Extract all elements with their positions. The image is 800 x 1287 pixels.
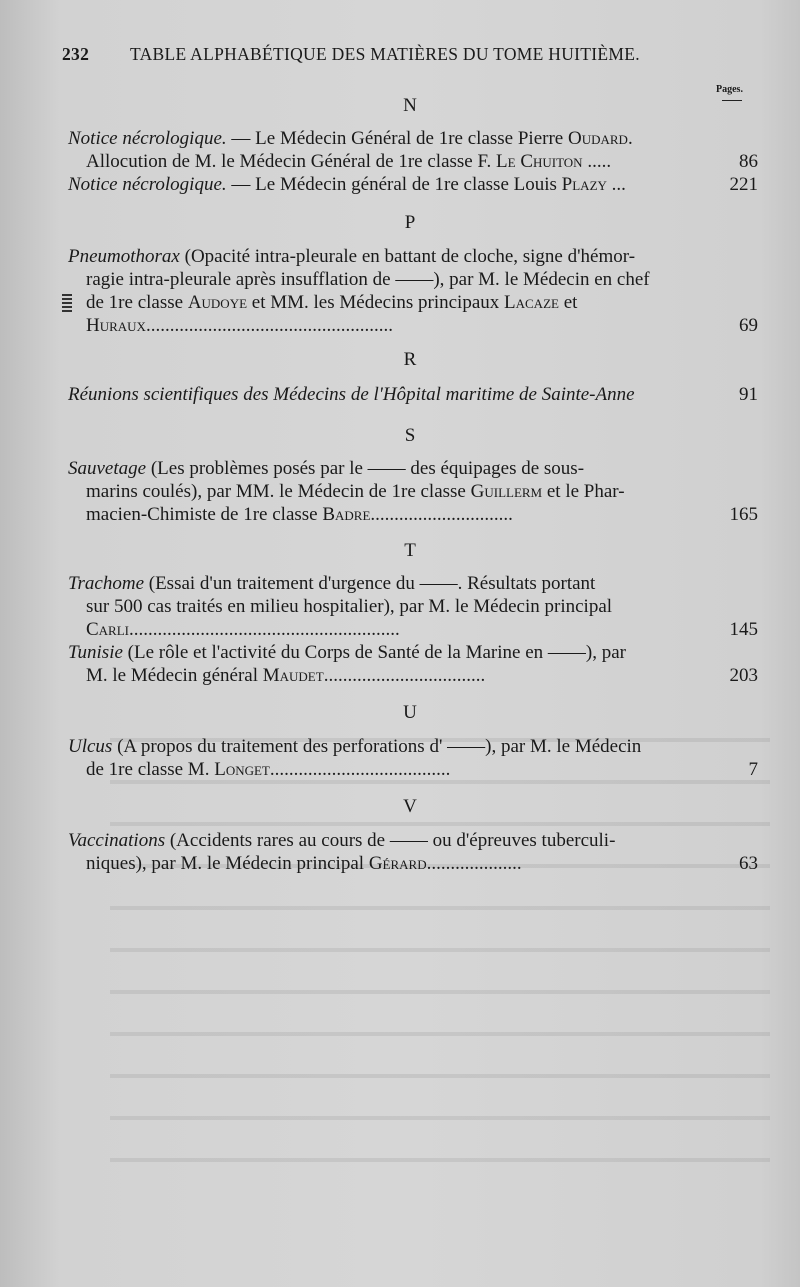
- entry-sauvetage: Sauvetage (Les problèmes posés par le —— des équipages de sous- marins coulés), par MM. le Médecin de 1re classe Guillerm et le Phar- macien-Chimiste de 1re classe Badre.............................. 165: [68, 458, 758, 525]
- entry-pneumothorax: Pneumothorax (Opacité intra-pleurale en battant de cloche, signe d'hémor- ragie intra-pleurale après insufflation de ——), par M. le Médecin en chef de 1re classe Audoye et MM. les Médecins principaux Lacaze et Huraux.................................................... 69: [68, 246, 758, 336]
- entry-ulcus: Ulcus (A propos du traitement des perforations d' ——), par M. le Médecin de 1re classe M. Longet...................................... 7: [68, 736, 758, 780]
- entry-notice-plazy: Notice nécrologique. — Le Médecin général de 1re classe Louis Plazy ... 221: [68, 174, 758, 195]
- page-ref: 165: [729, 504, 758, 525]
- page-ref: 221: [729, 174, 758, 195]
- page-ref: 69: [739, 315, 758, 336]
- entry-trachome: Trachome (Essai d'un traitement d'urgence du ——. Résultats portant sur 500 cas traités en milieu hospitalier), par M. le Médecin principal Carli......................................................... 145: [68, 573, 758, 640]
- entry-topic: Notice nécrologique.: [68, 128, 227, 149]
- page-ref: 86: [739, 151, 758, 172]
- entry-topic: Vaccinations: [68, 830, 166, 851]
- entry-reunions: [68, 383, 758, 406]
- page-ref: 7: [748, 759, 758, 780]
- section-letter-p: P: [404, 212, 416, 233]
- entry-topic: Notice nécrologique.: [68, 174, 227, 195]
- entry-vaccinations: Vaccinations (Accidents rares au cours de —— ou d'épreuves tuberculi- niques), par M. le Médecin principal Gérard.................... 63: [68, 830, 758, 874]
- entry-topic: Tunisie: [68, 642, 123, 663]
- entry-topic: Sauvetage: [68, 458, 147, 479]
- entry-tunisie: Tunisie (Le rôle et l'activité du Corps de Santé de la Marine en ——), par M. le Médecin général Maudet.................................. 203: [68, 642, 758, 686]
- section-letter-n: N: [403, 95, 417, 116]
- entry-topic: Ulcus: [68, 736, 113, 757]
- pages-column-rule: [722, 100, 742, 101]
- entry-topic: Pneumothorax: [68, 246, 180, 267]
- entry-topic: Réunions scientifiques des Médecins de l'Hôpital maritime de Sainte-Anne: [68, 384, 635, 405]
- pages-column-label: Pages.: [716, 84, 743, 95]
- section-letter-s: S: [404, 425, 416, 446]
- section-letter-u: U: [403, 702, 417, 723]
- section-letter-v: V: [403, 796, 417, 817]
- entry-notice-oudard: Notice nécrologique. — Le Médecin Général de 1re classe Pierre Oudard. Allocution de M. le Médecin Général de 1re classe F. Le Chuiton ..... 86: [68, 128, 758, 172]
- page-ref: 91: [739, 384, 758, 405]
- section-letter-r: R: [403, 349, 417, 370]
- page-number: 232: [62, 44, 90, 64]
- entry-topic: Trachome: [68, 573, 144, 594]
- running-title: TABLE ALPHABÉTIQUE DES MATIÈRES DU TOME HUITIÈME.: [130, 44, 640, 64]
- section-letter-t: T: [404, 540, 416, 561]
- page-ref: 145: [729, 619, 758, 640]
- page-ref: 63: [739, 853, 758, 874]
- page-ref: 203: [729, 665, 758, 686]
